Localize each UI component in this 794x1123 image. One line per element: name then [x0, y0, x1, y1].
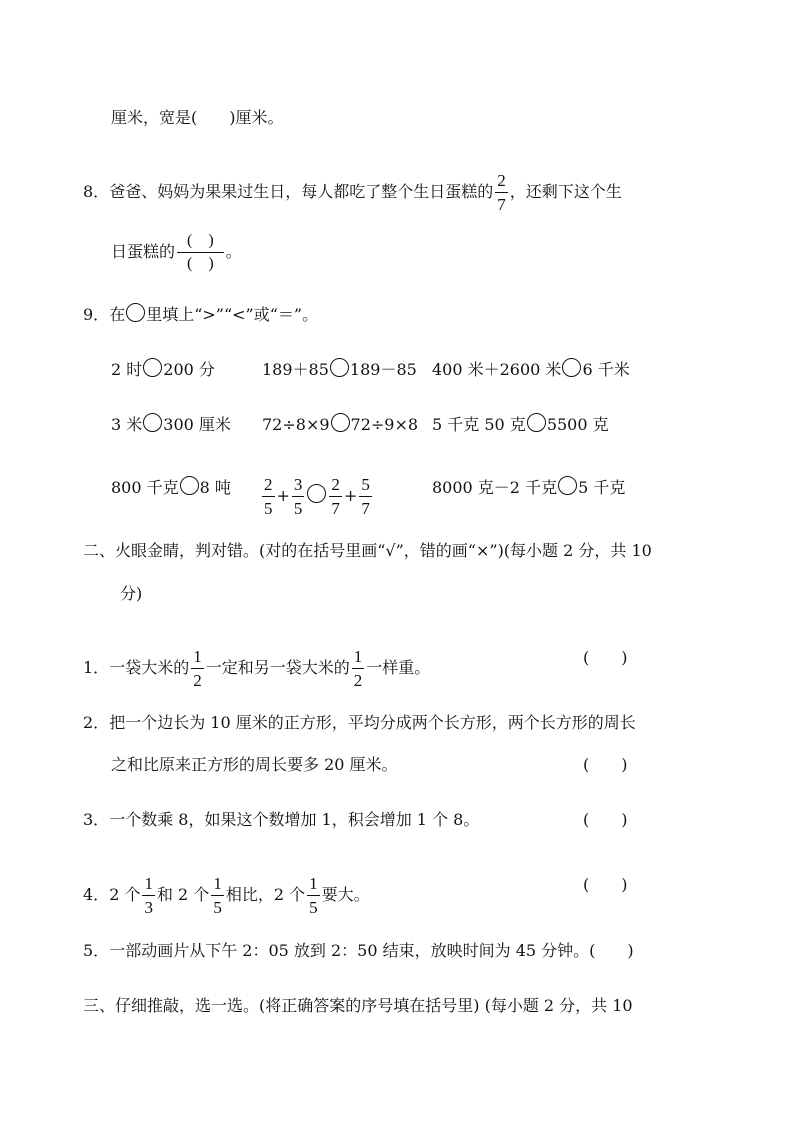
cell-left: 8000 克－2 千克	[432, 478, 558, 497]
item-text: 把一个边长为 10 厘米的正方形，平均分成两个长方形，两个长方形的周长	[109, 713, 636, 732]
judge-item-1	[83, 647, 431, 690]
section-2-title-cont: 分)	[120, 584, 143, 603]
fraction-numerator: 1	[309, 874, 318, 893]
answer-circle[interactable]	[562, 358, 581, 377]
fraction-denominator: 5	[262, 496, 275, 517]
item-text: 要大。	[321, 885, 370, 904]
question-number: 4．	[83, 885, 110, 904]
fraction-numerator: 2	[264, 475, 273, 494]
cell-left: 189＋85	[262, 360, 329, 379]
answer-paren[interactable]: ( )	[583, 875, 628, 894]
item-text: 一个数乘 8，如果这个数增加 1，积会增加 1 个 8。	[109, 810, 480, 829]
q8-line2-text: 日蛋糕的	[111, 242, 176, 261]
fraction-denominator: 5	[307, 895, 320, 916]
question-number: 8．	[83, 182, 110, 201]
item-text: 2 个	[109, 885, 141, 904]
fraction-numerator: 1	[353, 647, 363, 666]
cell-right: 5 千克	[578, 478, 626, 497]
blank-denominator: ( )	[177, 252, 224, 272]
fraction-denominator: 2	[352, 668, 365, 689]
item-text: 一部动画片从下午 2：05 放到 2：50 结束，放映时间为 45 分钟。( )	[109, 941, 634, 960]
cell-right: 8 吨	[199, 478, 231, 497]
answer-circle[interactable]	[307, 484, 326, 503]
fraction-numerator: 1	[213, 874, 222, 893]
question-8	[83, 171, 622, 214]
answer-blank-fraction[interactable]	[177, 233, 224, 272]
answer-circle[interactable]	[331, 413, 350, 432]
fraction-numerator: 2	[331, 475, 340, 494]
blank-numerator: ( )	[187, 232, 214, 249]
judge-item-3	[83, 810, 479, 830]
q8-text-b: ，还剩下这个生	[509, 182, 622, 201]
plus-sign: +	[343, 486, 358, 505]
section-3-title: 三、仔细推敲，选一选。(将正确答案的序号填在括号里) (每小题 2 分，共 10	[83, 996, 633, 1015]
fraction-denominator: 5	[211, 895, 224, 916]
item-text: 相比，2 个	[225, 885, 306, 904]
fraction-denominator: 5	[292, 496, 305, 517]
question-number: 2．	[83, 713, 110, 732]
cell-right: 72÷9×8	[350, 415, 419, 434]
q9-cell	[111, 358, 215, 378]
q9-cell	[432, 358, 630, 378]
fraction	[262, 476, 275, 517]
judge-item-4	[83, 874, 370, 917]
q7-tail-text: 厘米，宽是( )厘米。	[111, 108, 284, 127]
section-2-title: 二、火眼金睛，判对错。(对的在括号里画“√”，错的画“×”)(每小题 2 分，共 10	[83, 541, 652, 560]
answer-paren[interactable]: ( )	[583, 755, 628, 774]
fraction-numerator: 2	[497, 171, 506, 190]
answer-circle[interactable]	[143, 413, 162, 432]
cell-left: 400 米＋2600 米	[432, 360, 562, 379]
judge-item-2	[83, 713, 636, 733]
fraction-2-7	[495, 172, 508, 213]
item-text: 和 2 个	[156, 885, 210, 904]
cell-right: 200 分	[163, 360, 215, 379]
q9-cell	[111, 413, 231, 433]
fraction-denominator: 3	[142, 895, 155, 916]
cell-right: 6 千米	[582, 360, 630, 379]
fraction-numerator: 5	[361, 475, 370, 494]
answer-circle[interactable]	[527, 413, 546, 432]
item-text: 一袋大米的	[109, 658, 190, 677]
cell-left: 72÷8×9	[262, 415, 330, 434]
q9-fraction-cell	[260, 475, 374, 518]
comparison-circle-icon	[126, 303, 145, 322]
q9-intro-b: 里填上“>”“<”或“＝”。	[146, 305, 319, 324]
q9-cell	[432, 476, 625, 496]
item-text: 一样重。	[366, 658, 431, 677]
q8-end: 。	[225, 242, 242, 261]
question-number: 1．	[83, 658, 110, 677]
q9-cell	[432, 413, 609, 433]
answer-circle[interactable]	[143, 358, 162, 377]
fraction-numerator: 1	[193, 647, 202, 666]
fraction-denominator: 7	[329, 496, 342, 517]
cell-left: 3 米	[111, 415, 143, 434]
fraction	[307, 875, 320, 916]
fraction-numerator: 1	[144, 874, 153, 893]
cell-left: 5 千克 50 克	[432, 415, 526, 434]
fraction-denominator: 7	[495, 192, 508, 213]
fraction	[292, 476, 305, 517]
cell-left: 800 千克	[111, 478, 179, 497]
judge-item-2-cont: 之和比原来正方形的周长要多 20 厘米。	[111, 755, 398, 774]
fraction-denominator: 2	[191, 668, 204, 689]
question-number: 3．	[83, 810, 110, 829]
cell-right: 5500 克	[546, 415, 609, 434]
cell-right: 189－85	[349, 360, 417, 379]
fraction	[359, 476, 372, 517]
fraction	[211, 875, 224, 916]
fraction	[191, 648, 204, 689]
q9-cell	[111, 476, 231, 496]
plus-sign: +	[276, 486, 290, 505]
q9-intro-a: 在	[109, 305, 126, 324]
question-number: 9．	[83, 305, 110, 324]
cell-left: 2 时	[111, 360, 143, 379]
fraction	[142, 875, 155, 916]
fraction-denominator: 7	[359, 496, 372, 517]
q9-cell	[262, 413, 418, 433]
q8-text-a: 爸爸、妈妈为果果过生日，每人都吃了整个生日蛋糕的	[109, 182, 494, 201]
question-number: 5．	[83, 941, 110, 960]
answer-circle[interactable]	[558, 476, 577, 495]
answer-paren[interactable]: ( )	[583, 810, 628, 829]
fraction	[329, 476, 342, 517]
question-8-line2	[111, 232, 242, 272]
answer-circle[interactable]	[330, 358, 349, 377]
judge-item-5	[83, 941, 634, 961]
answer-paren[interactable]: ( )	[583, 648, 628, 667]
answer-circle[interactable]	[180, 476, 199, 495]
item-text: 一定和另一袋大米的	[205, 658, 350, 677]
q9-cell	[262, 358, 417, 378]
fraction	[352, 648, 365, 689]
question-9	[83, 303, 318, 323]
fraction-numerator: 3	[293, 475, 303, 494]
cell-right: 300 厘米	[163, 415, 231, 434]
